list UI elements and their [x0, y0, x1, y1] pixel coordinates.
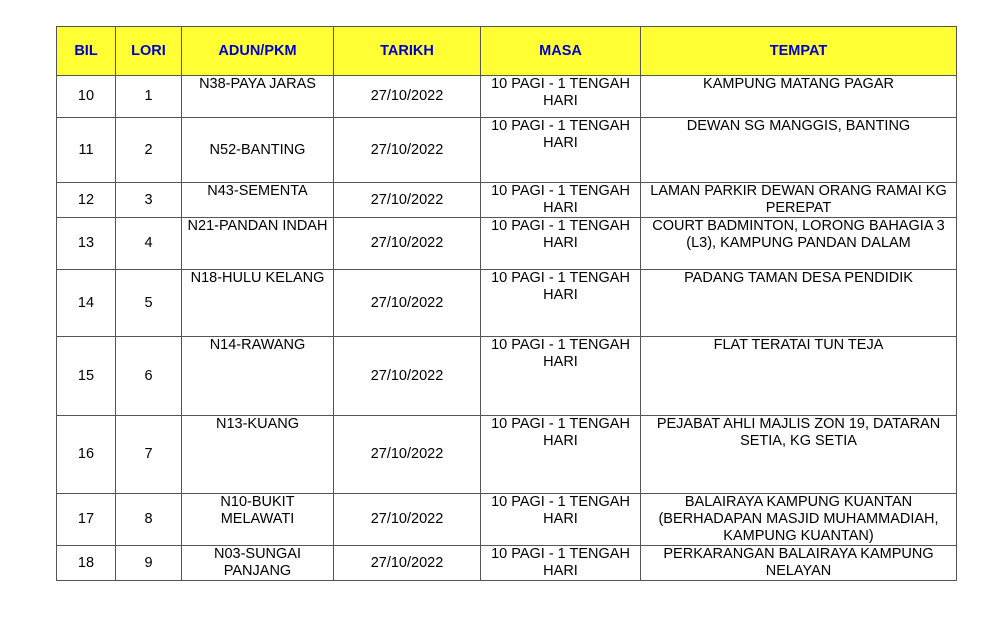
cell-lori: 9: [116, 546, 182, 581]
cell-tarikh: 27/10/2022: [334, 218, 481, 270]
table-row: [57, 546, 957, 581]
cell-adun: N10-BUKIT MELAWATI: [182, 494, 334, 546]
cell-lori: 5: [116, 270, 182, 337]
cell-adun: N43-SEMENTA: [182, 183, 334, 218]
cell-bil: 11: [57, 118, 116, 183]
cell-tarikh: 27/10/2022: [334, 183, 481, 218]
cell-masa: 10 PAGI - 1 TENGAH HARI: [481, 494, 641, 546]
cell-bil: 13: [57, 218, 116, 270]
cell-tempat: LAMAN PARKIR DEWAN ORANG RAMAI KG PEREPAT: [641, 183, 957, 218]
cell-lori: 8: [116, 494, 182, 546]
table-row: [57, 270, 957, 337]
cell-masa: 10 PAGI - 1 TENGAH HARI: [481, 218, 641, 270]
column-header-lori: LORI: [116, 27, 182, 76]
cell-tempat: COURT BADMINTON, LORONG BAHAGIA 3 (L3), KAMPUNG PANDAN DALAM: [641, 218, 957, 270]
cell-tarikh: 27/10/2022: [334, 337, 481, 416]
cell-lori: 2: [116, 118, 182, 183]
cell-tarikh: 27/10/2022: [334, 118, 481, 183]
cell-tempat: PERKARANGAN BALAIRAYA KAMPUNG NELAYAN: [641, 546, 957, 581]
cell-lori: 1: [116, 76, 182, 118]
cell-tarikh: 27/10/2022: [334, 494, 481, 546]
column-header-adun: ADUN/PKM: [182, 27, 334, 76]
cell-lori: 7: [116, 416, 182, 494]
cell-bil: 18: [57, 546, 116, 581]
cell-adun: N13-KUANG: [182, 416, 334, 494]
schedule-table: [56, 26, 957, 581]
cell-tarikh: 27/10/2022: [334, 270, 481, 337]
table-row: [57, 494, 957, 546]
cell-lori: 4: [116, 218, 182, 270]
cell-masa: 10 PAGI - 1 TENGAH HARI: [481, 183, 641, 218]
cell-adun: N21-PANDAN INDAH: [182, 218, 334, 270]
table-row: [57, 416, 957, 494]
table-row: [57, 183, 957, 218]
cell-lori: 3: [116, 183, 182, 218]
cell-tempat: BALAIRAYA KAMPUNG KUANTAN (BERHADAPAN MASJID MUHAMMADIAH, KAMPUNG KUANTAN): [641, 494, 957, 546]
cell-tempat: FLAT TERATAI TUN TEJA: [641, 337, 957, 416]
cell-tempat: KAMPUNG MATANG PAGAR: [641, 76, 957, 118]
table-row: [57, 118, 957, 183]
cell-bil: 15: [57, 337, 116, 416]
cell-adun: N38-PAYA JARAS: [182, 76, 334, 118]
cell-tempat: PEJABAT AHLI MAJLIS ZON 19, DATARAN SETIA, KG SETIA: [641, 416, 957, 494]
cell-tarikh: 27/10/2022: [334, 546, 481, 581]
column-header-tarikh: TARIKH: [334, 27, 481, 76]
cell-tempat: DEWAN SG MANGGIS, BANTING: [641, 118, 957, 183]
cell-bil: 10: [57, 76, 116, 118]
column-header-bil: BIL: [57, 27, 116, 76]
cell-adun: N03-SUNGAI PANJANG: [182, 546, 334, 581]
cell-adun: N14-RAWANG: [182, 337, 334, 416]
table-row: [57, 76, 957, 118]
cell-lori: 6: [116, 337, 182, 416]
cell-masa: 10 PAGI - 1 TENGAH HARI: [481, 76, 641, 118]
cell-bil: 12: [57, 183, 116, 218]
cell-tarikh: 27/10/2022: [334, 416, 481, 494]
cell-tarikh: 27/10/2022: [334, 76, 481, 118]
cell-masa: 10 PAGI - 1 TENGAH HARI: [481, 546, 641, 581]
column-header-masa: MASA: [481, 27, 641, 76]
cell-adun: N18-HULU KELANG: [182, 270, 334, 337]
cell-bil: 17: [57, 494, 116, 546]
table-row: [57, 218, 957, 270]
cell-tempat: PADANG TAMAN DESA PENDIDIK: [641, 270, 957, 337]
cell-bil: 16: [57, 416, 116, 494]
cell-masa: 10 PAGI - 1 TENGAH HARI: [481, 270, 641, 337]
cell-bil: 14: [57, 270, 116, 337]
header-row: [57, 27, 957, 76]
cell-masa: 10 PAGI - 1 TENGAH HARI: [481, 416, 641, 494]
cell-masa: 10 PAGI - 1 TENGAH HARI: [481, 337, 641, 416]
column-header-tempat: TEMPAT: [641, 27, 957, 76]
table-row: [57, 337, 957, 416]
cell-masa: 10 PAGI - 1 TENGAH HARI: [481, 118, 641, 183]
cell-adun: N52-BANTING: [182, 118, 334, 183]
